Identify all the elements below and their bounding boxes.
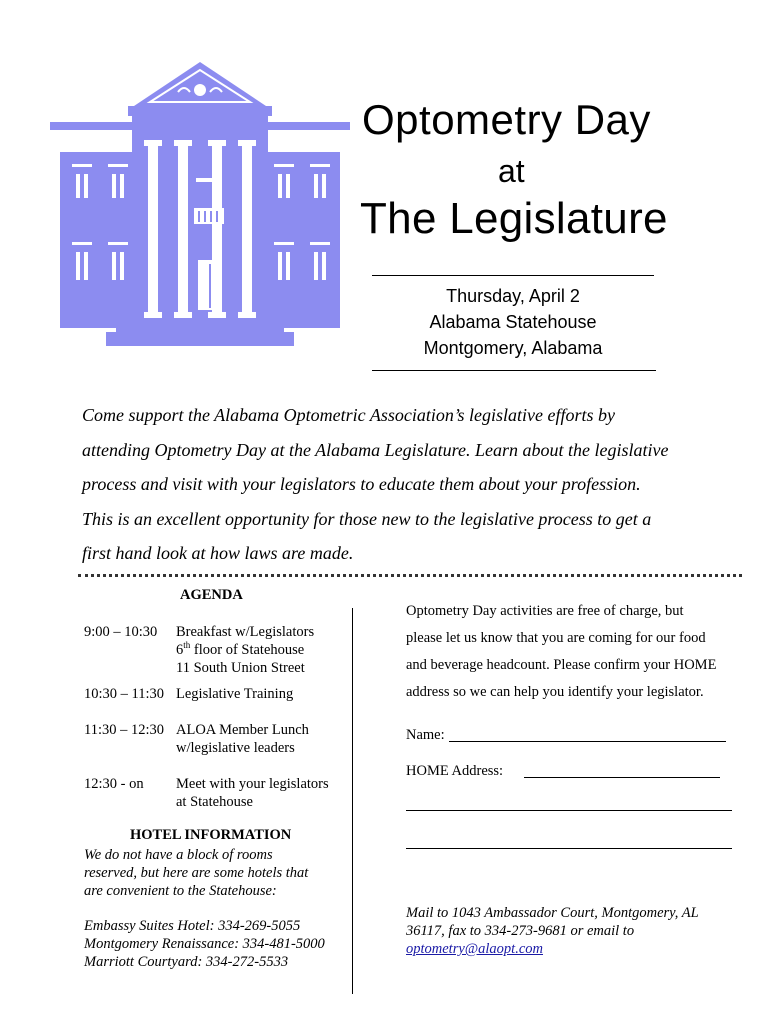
agenda-time: 10:30 – 11:30: [84, 686, 165, 702]
intro-paragraph: [82, 398, 732, 571]
agenda-heading: AGENDA: [180, 587, 243, 603]
hotel-heading: HOTEL INFORMATION: [130, 827, 292, 843]
email-link[interactable]: optometry@alaopt.com: [406, 941, 543, 957]
agenda-time: 11:30 – 12:30: [84, 722, 165, 738]
agenda-time: 12:30 - on: [84, 776, 144, 792]
intro-line: attending Optometry Day at the Alabama Legislature. Learn about the legislative: [82, 439, 669, 460]
divider-bottom: [372, 370, 656, 371]
title-line-2: at: [498, 153, 525, 189]
agenda-description: [176, 721, 309, 757]
divider-top: [372, 275, 654, 276]
intro-line: Come support the Alabama Optometric Association’s legislative efforts by: [82, 405, 615, 425]
registration-line: Optometry Day activities are free of charge, but: [406, 603, 684, 619]
name-field[interactable]: [449, 741, 726, 742]
agenda-time: 9:00 – 10:30: [84, 624, 158, 640]
registration-line: and beverage headcount. Please confirm your HOME: [406, 657, 717, 673]
agenda-desc-line: ALOA Member Lunch: [176, 722, 309, 738]
intro-line: This is an excellent opportunity for those new to the legislative process to get a: [82, 508, 652, 529]
agenda-desc-line: Legislative Training: [176, 686, 294, 702]
hotel-item: Marriott Courtyard: 334-272-5533: [84, 954, 289, 970]
floor-suffix: th: [183, 640, 191, 651]
hotel-intro-line: reserved, but here are some hotels that: [84, 865, 309, 881]
registration-line: address so we can help you identify your legislator.: [406, 684, 704, 700]
event-city: Montgomery, Alabama: [423, 338, 603, 358]
column-divider: [352, 608, 353, 994]
agenda-description: [176, 775, 329, 811]
address-field-line-1[interactable]: [524, 777, 720, 778]
hotel-intro-line: are convenient to the Statehouse:: [84, 883, 277, 899]
intro-line: process and visit with your legislators to educate them about your profession.: [82, 474, 641, 494]
event-date: Thursday, April 2: [446, 286, 580, 306]
hotel-list: [84, 917, 325, 971]
agenda-desc-line: [176, 641, 314, 659]
agenda-description: [176, 685, 293, 703]
address-label: HOME Address:: [406, 763, 504, 779]
hotel-intro: [84, 846, 308, 900]
mail-line: 36117, fax to 334-273-9681 or email to: [406, 923, 635, 939]
statehouse-illustration: [50, 60, 350, 350]
floor-text: floor of Statehouse: [190, 642, 305, 658]
address-field-line-3[interactable]: [406, 848, 732, 849]
name-label: Name:: [406, 727, 445, 743]
agenda-description: [176, 623, 314, 677]
address-field-line-2[interactable]: [406, 810, 732, 811]
agenda-desc-line: at Statehouse: [176, 794, 253, 810]
agenda-desc-line: w/legislative leaders: [176, 740, 295, 756]
title-line-1: Optometry Day: [362, 96, 651, 143]
agenda-desc-line: 11 South Union Street: [176, 660, 305, 676]
event-venue: Alabama Statehouse: [429, 312, 597, 332]
agenda-desc-line: Meet with your legislators: [176, 776, 329, 792]
mail-instructions: [406, 904, 699, 958]
registration-paragraph: [406, 598, 716, 706]
registration-line: please let us know that you are coming for our food: [406, 630, 706, 646]
dotted-separator: [78, 574, 742, 577]
hotel-item: Embassy Suites Hotel: 334-269-5055: [84, 918, 301, 934]
agenda-desc-line: Breakfast w/Legislators: [176, 624, 315, 640]
hotel-intro-line: We do not have a block of rooms: [84, 847, 273, 863]
event-info: [372, 283, 654, 361]
intro-line: first hand look at how laws are made.: [82, 543, 354, 563]
title-line-3: The Legislature: [360, 194, 668, 243]
mail-line: Mail to 1043 Ambassador Court, Montgomery, AL: [406, 905, 699, 921]
floor-number: 6: [176, 642, 184, 658]
hotel-item: Montgomery Renaissance: 334-481-5000: [84, 936, 325, 952]
